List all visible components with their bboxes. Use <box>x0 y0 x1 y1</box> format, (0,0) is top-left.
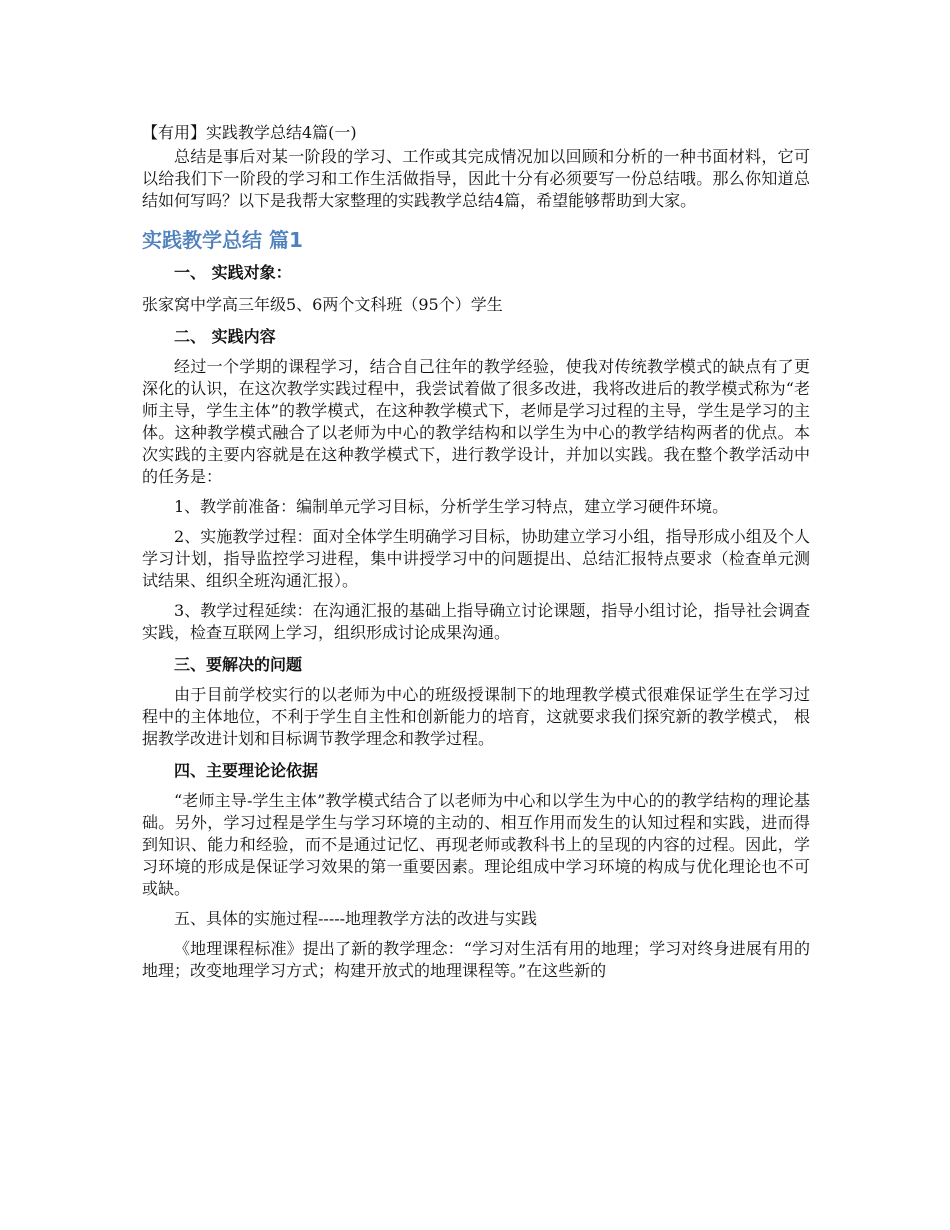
paragraph: 由于目前学校实行的以老师为中心的班级授课制下的地理教学模式很难保证学生在学习过程中的主体地位，不利于学生自主性和创新能力的培育，这就要求我们探究新的教学模式， 根据教学改进计划和目标调节教学理念和教学过程。 <box>142 685 810 748</box>
subheading-practice-target: 一、 实践对象： <box>174 263 292 282</box>
document-page <box>142 122 810 982</box>
section-heading: 实践教学总结 篇1 <box>142 228 303 252</box>
paragraph: 1、教学前准备：编制单元学习目标，分析学生学习特点，建立学习硬件环境。 <box>174 497 729 516</box>
document-title: 【有用】实践教学总结4篇(一) <box>142 123 357 142</box>
subheading-practice-content: 二、 实践内容 <box>174 327 276 346</box>
paragraph: “老师主导-学生主体”教学模式结合了以老师为中心和以学生为中心的的教学结构的理论基础。另外，学习过程是学生与学习环境的主动的、相互作用而发生的认知过程和实践，进而得到知识、能力和经验，而不是通过记忆、再现老师或教科书上的呈现的内容的过程。因此，学习环境的形成是保证学习效果的第一重要因素。理论组成中学习环境的构成与优化理论也不可或缺。 <box>142 791 810 898</box>
practice-target-text: 张家窝中学高三年级5、6两个文科班（95个）学生 <box>142 295 503 314</box>
paragraph: 经过一个学期的课程学习，结合自己往年的教学经验，使我对传统教学模式的缺点有了更深化的认识，在这次教学实践过程中，我尝试着做了很多改进，我将改进后的教学模式称为“老师主导，学生主体”的教学模式，在这种教学模式下，老师是学习过程的主导，学生是学习的主体。这种教学模式融合了以老师为中心的教学结构和以学生为中心的教学结构两者的优点。本次实践的主要内容就是在这种教学模式下，进行教学设计，并加以实践。我在整个教学活动中的任务是： <box>142 357 810 486</box>
subheading-problems: 三、要解决的问题 <box>174 655 303 674</box>
subheading-theory-basis: 四、主要理论论依据 <box>174 761 319 780</box>
paragraph: 3、教学过程延续：在沟通汇报的基础上指导确立讨论课题，指导小组讨论，指导社会调查实践，检查互联网上学习，组织形成讨论成果沟通。 <box>142 601 810 642</box>
paragraph: 2、实施教学过程：面对全体学生明确学习目标，协助建立学习小组，指导形成小组及个人学习计划，指导监控学习进程，集中讲授学习中的问题提出、总结汇报特点要求（检查单元测试结果、组织全班沟通汇报）。 <box>142 527 810 590</box>
intro-paragraph: 总结是事后对某一阶段的学习、工作或其完成情况加以回顾和分析的一种书面材料，它可以给我们下一阶段的学习和工作生活做指导，因此十分有必须要写一份总结哦。那么你知道总结如何写吗？以下是我帮大家整理的实践教学总结4篇，希望能够帮助到大家。 <box>142 147 810 210</box>
subheading-implementation: 五、具体的实施过程-----地理教学方法的改进与实践 <box>174 909 538 928</box>
paragraph: 《地理课程标准》提出了新的教学理念：“学习对生活有用的地理；学习对终身进展有用的地理；改变地理学习方式；构建开放式的地理课程等。”在这些新的 <box>142 939 810 980</box>
